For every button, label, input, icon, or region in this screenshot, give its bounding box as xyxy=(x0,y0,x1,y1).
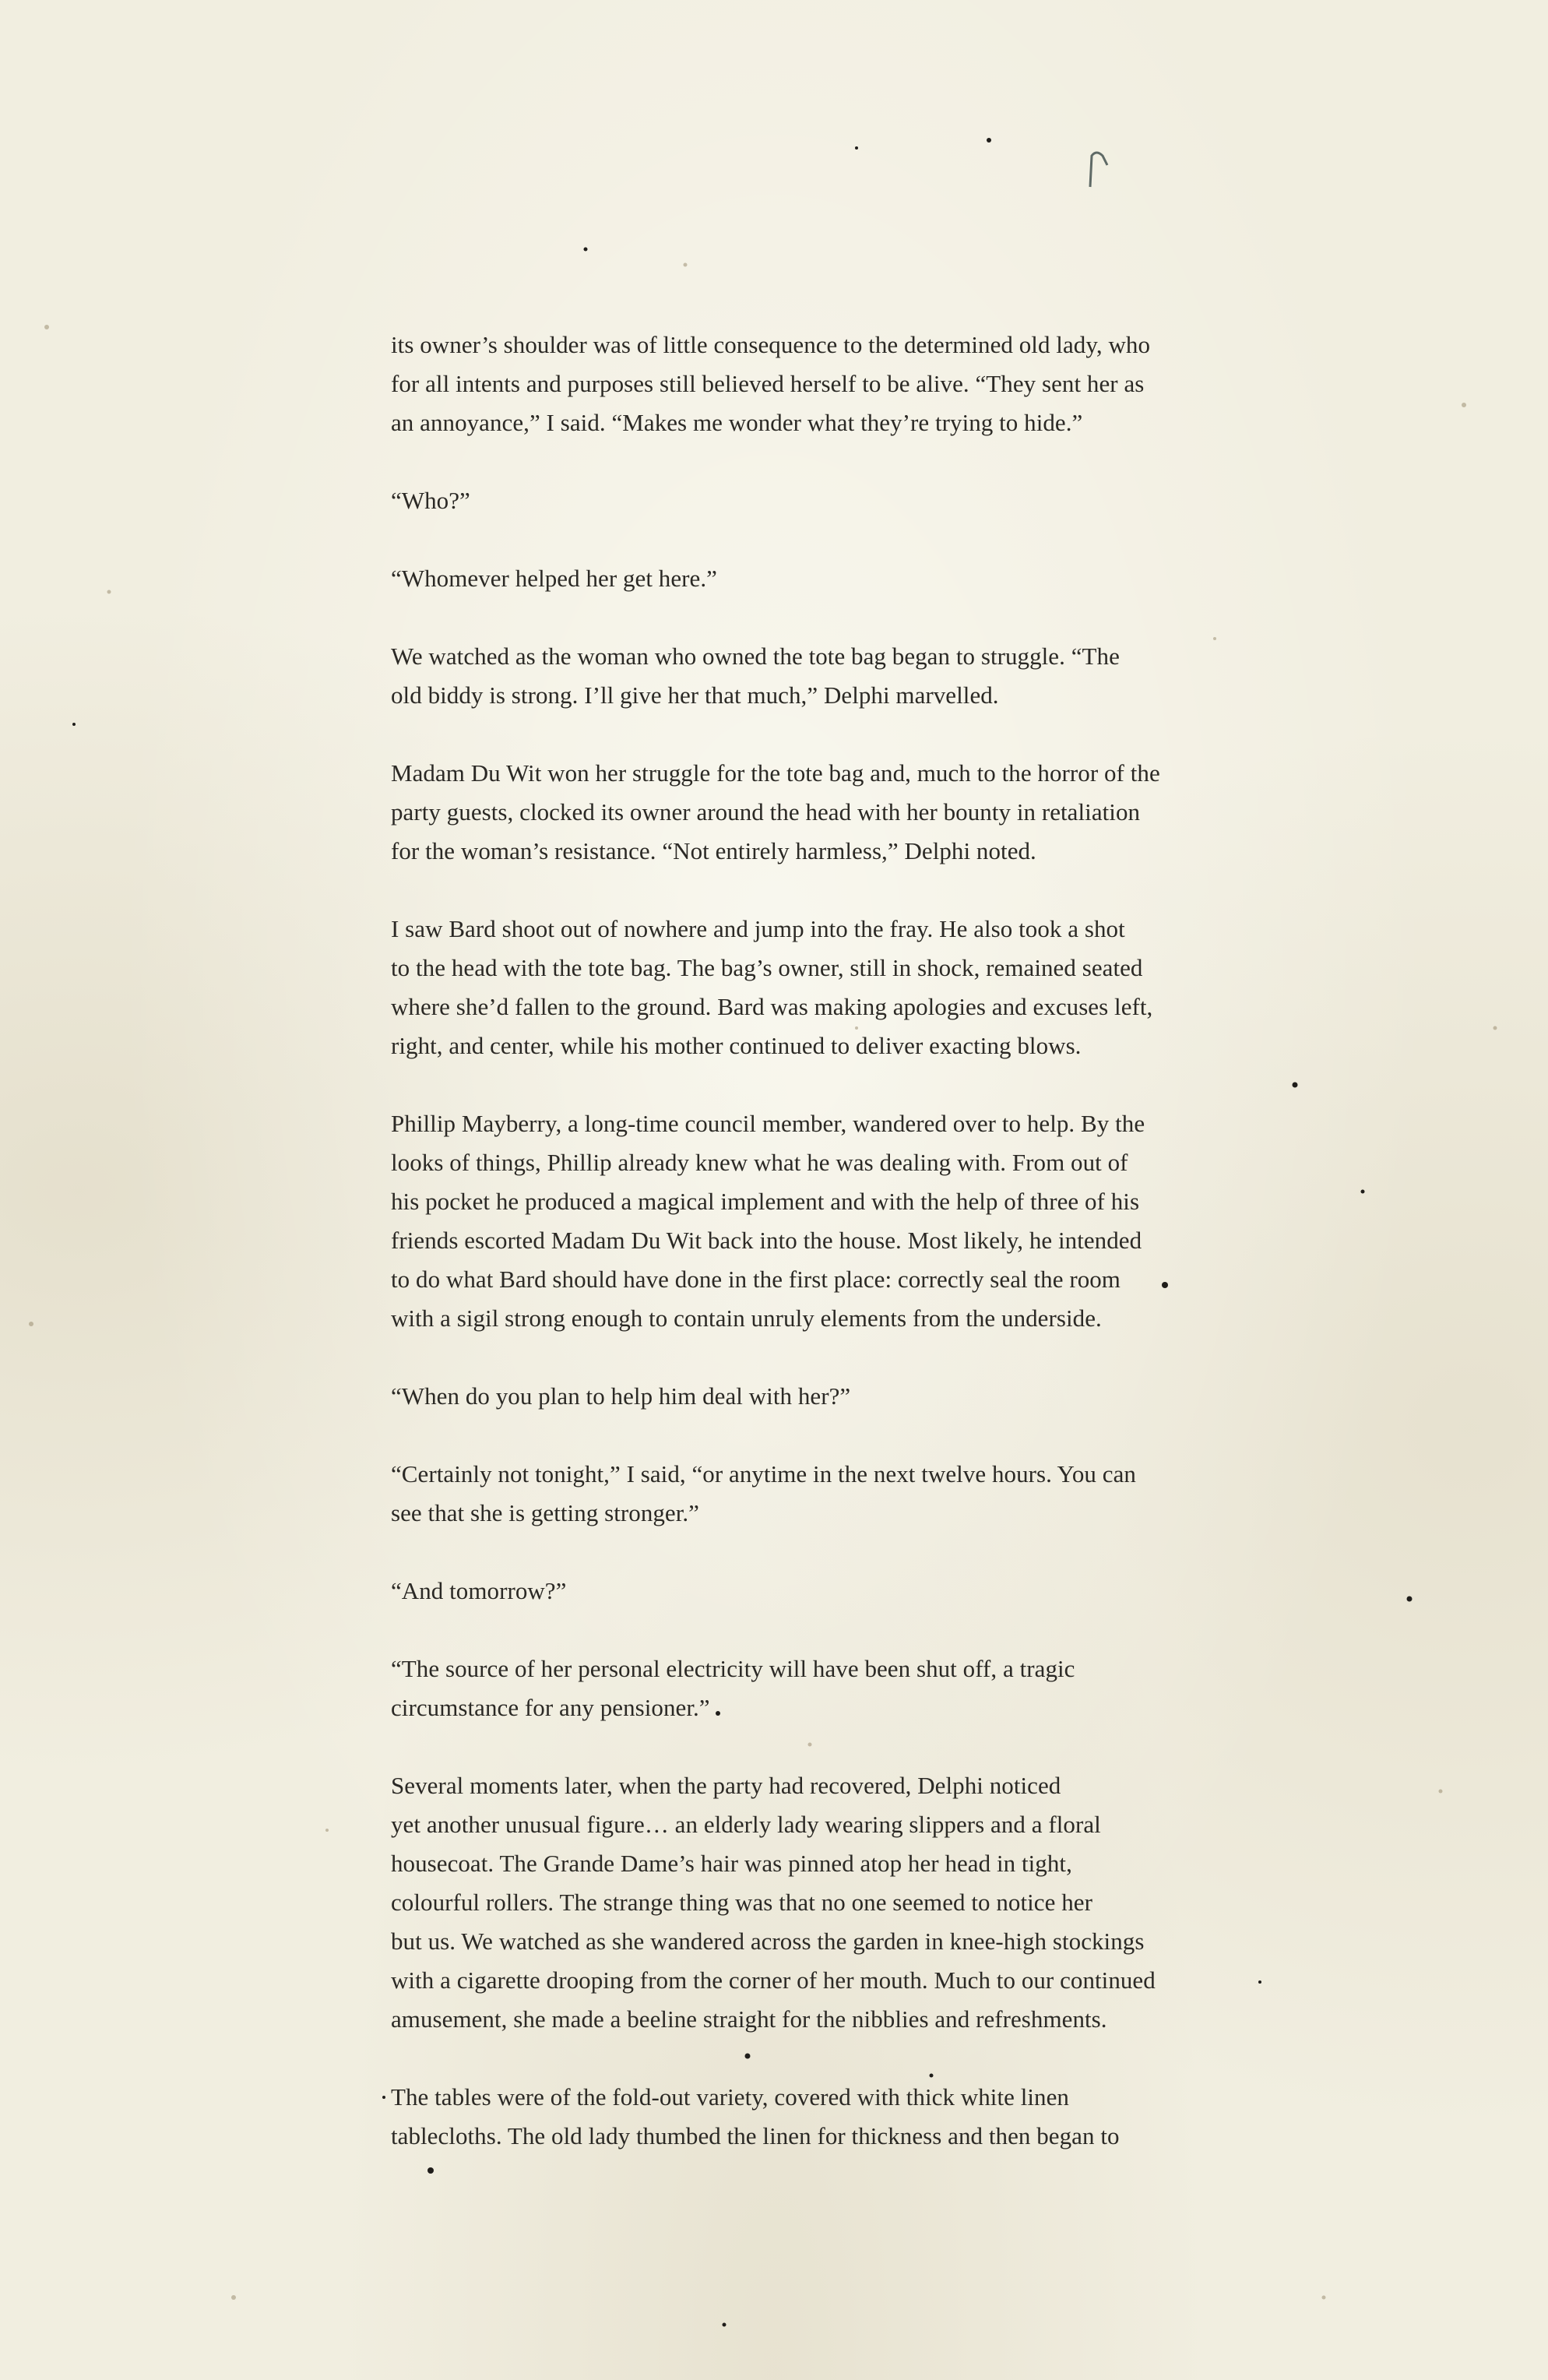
text-line: circumstance for any pensioner.” xyxy=(391,1694,710,1721)
text-line: The tables were of the fold-out variety, covered with thick white linen xyxy=(391,2083,1069,2111)
text-line: I saw Bard shoot out of nowhere and jump into the fray. He also took a shot xyxy=(391,915,1125,942)
text-line: We watched as the woman who owned the tote bag began to struggle. “The xyxy=(391,643,1120,670)
text-line: old biddy is strong. I’ll give her that much,” Delphi marvelled. xyxy=(391,681,999,709)
text-line: colourful rollers. The strange thing was that no one seemed to notice her xyxy=(391,1889,1092,1916)
text-line: “Whomever helped her get here.” xyxy=(391,565,717,592)
text-line: “And tomorrow?” xyxy=(391,1577,567,1604)
text-line: “Certainly not tonight,” I said, “or anytime in the next twelve hours. You can xyxy=(391,1460,1136,1488)
text-line: Madam Du Wit won her struggle for the tote bag and, much to the horror of the xyxy=(391,759,1160,787)
text-line: housecoat. The Grande Dame’s hair was pinned atop her head in tight, xyxy=(391,1850,1072,1877)
paragraph xyxy=(391,1649,1232,1727)
paragraph xyxy=(391,1572,1232,1611)
paragraph xyxy=(391,1104,1232,1338)
text-line: to do what Bard should have done in the first place: correctly seal the room xyxy=(391,1266,1121,1293)
text-line: “The source of her personal electricity will have been shut off, a tragic xyxy=(391,1655,1075,1682)
text-line: for all intents and purposes still believed herself to be alive. “They sent her as xyxy=(391,370,1145,397)
paragraph xyxy=(391,481,1232,520)
paragraph xyxy=(391,2078,1232,2156)
text-line: where she’d fallen to the ground. Bard was making apologies and excuses left, xyxy=(391,993,1153,1020)
text-line: right, and center, while his mother continued to deliver exacting blows. xyxy=(391,1032,1082,1059)
text-line: with a cigarette drooping from the corner of her mouth. Much to our continued xyxy=(391,1966,1156,1994)
text-line: for the woman’s resistance. “Not entirely harmless,” Delphi noted. xyxy=(391,837,1036,864)
text-line: its owner’s shoulder was of little consequence to the determined old lady, who xyxy=(391,331,1150,358)
paragraph xyxy=(391,326,1232,442)
text-line: with a sigil strong enough to contain unruly elements from the underside. xyxy=(391,1304,1102,1332)
text-line: to the head with the tote bag. The bag’s owner, still in shock, remained seated xyxy=(391,954,1143,981)
paragraph xyxy=(391,637,1232,715)
text-line: Several moments later, when the party had recovered, Delphi noticed xyxy=(391,1772,1061,1799)
text-line: friends escorted Madam Du Wit back into the house. Most likely, he intended xyxy=(391,1227,1142,1254)
text-line: yet another unusual figure… an elderly lady wearing slippers and a floral xyxy=(391,1811,1101,1838)
text-line: see that she is getting stronger.” xyxy=(391,1499,699,1526)
text-line: tablecloths. The old lady thumbed the linen for thickness and then began to xyxy=(391,2122,1120,2149)
text-line: Phillip Mayberry, a long-time council member, wandered over to help. By the xyxy=(391,1110,1145,1137)
paragraph xyxy=(391,1455,1232,1533)
text-line: an annoyance,” I said. “Makes me wonder what they’re trying to hide.” xyxy=(391,409,1083,436)
text-line: “When do you plan to help him deal with her?” xyxy=(391,1382,851,1410)
page-body xyxy=(391,326,1232,2195)
text-line: but us. We watched as she wandered across the garden in knee-high stockings xyxy=(391,1928,1145,1955)
text-line: looks of things, Phillip already knew what he was dealing with. From out of xyxy=(391,1149,1128,1176)
paragraph xyxy=(391,559,1232,598)
text-line: party guests, clocked its owner around the head with her bounty in retaliation xyxy=(391,798,1141,826)
text-line: amusement, she made a beeline straight for the nibblies and refreshments. xyxy=(391,2005,1107,2033)
paragraph xyxy=(391,910,1232,1065)
text-line: “Who?” xyxy=(391,487,470,514)
text-line: his pocket he produced a magical implement and with the help of three of his xyxy=(391,1188,1140,1215)
paragraph xyxy=(391,1377,1232,1416)
paragraph xyxy=(391,754,1232,871)
paragraph xyxy=(391,1766,1232,2039)
